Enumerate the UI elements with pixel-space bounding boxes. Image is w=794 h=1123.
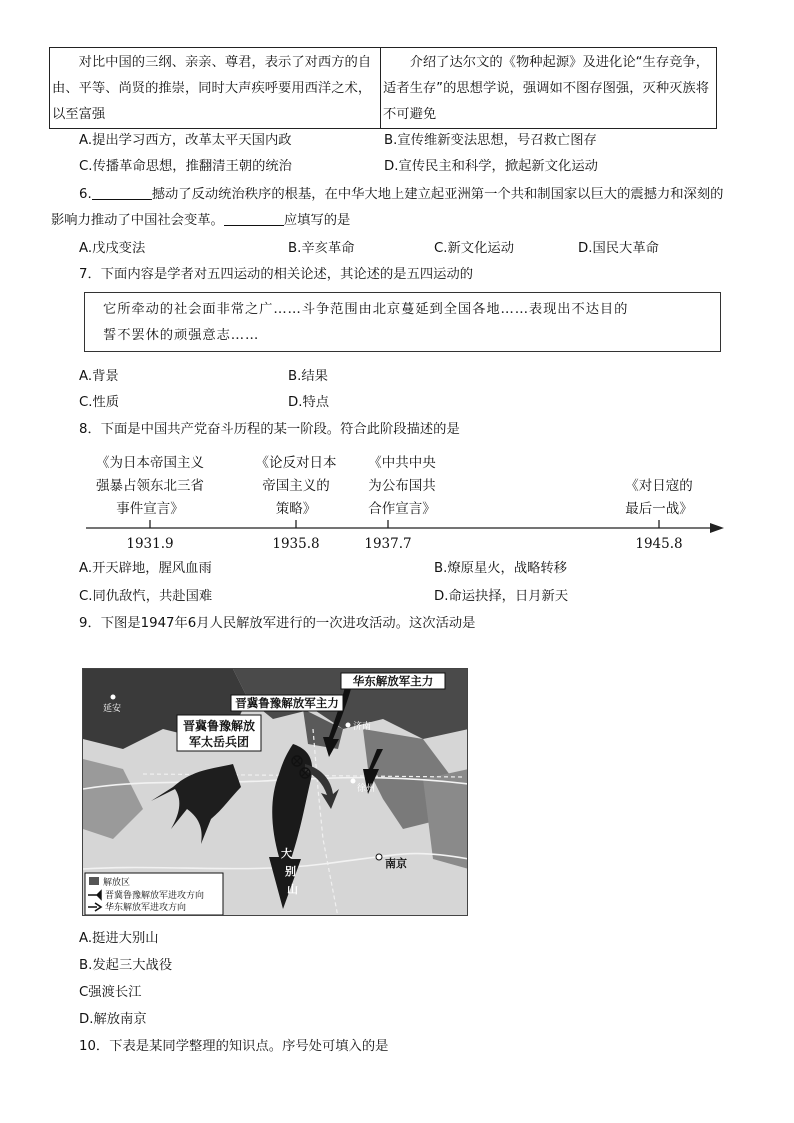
q7-option-a[interactable]: A.背景 [79,369,119,384]
timeline-event-4-line1: 《对日寇的 [625,478,693,494]
fill-blank [224,211,284,226]
timeline-event-1-line2: 强暴占领东北三省 [96,478,204,494]
q6-text: 影响力推动了中国社会变革。 [51,213,224,228]
q5-option-b[interactable]: B.宣传维新变法思想，号召救亡图存 [384,133,597,148]
q6-stem-line1 [79,185,723,205]
timeline-year: 1945.8 [635,536,683,552]
timeline-event-3-line1: 《中共中央 [368,455,436,471]
city-nanjing: 南京 [385,857,407,870]
label-dabie: 大 [281,847,292,860]
campaign-map-svg [83,669,468,916]
city-dot [351,779,356,784]
q9-option-d[interactable]: D.解放南京 [79,1012,147,1027]
q7-quote-line: 誓不罢休的顽强意志…… [103,328,260,343]
timeline-svg [82,446,730,554]
q7-option-c[interactable]: C.性质 [79,395,120,410]
q10-stem: 10．下表是某同学整理的知识点。序号处可填入的是 [79,1039,389,1054]
legend-swatch-liberated [89,877,99,885]
timeline-year: 1935.8 [272,536,320,552]
q6-text: 撼动了反动统治秩序的根基，在中华大地上建立起亚洲第一个共和制国家以巨大的震撼力和深刻的 [151,187,724,202]
q9-option-c[interactable]: C强渡长江 [79,985,142,1000]
q8-option-a[interactable]: A.开天辟地，腥风血雨 [79,561,212,576]
q8-option-b[interactable]: B.燎原星火，战略转移 [434,561,568,576]
q8-option-c[interactable]: C.同仇敌忾，共赴国难 [79,589,213,604]
question-number: 6. [79,187,92,202]
city-xuzhou: 徐州 [357,784,376,794]
label-dabie: 别 [285,865,296,878]
q6-stem-line2 [51,211,350,231]
q7-quote-box [84,292,721,352]
q5-option-c[interactable]: C.传播革命思想，推翻清王朝的统治 [79,159,292,174]
city-dot [376,854,382,860]
timeline-arrow [710,523,724,533]
q7-option-d[interactable]: D.特点 [288,395,330,410]
fill-blank [92,185,152,200]
timeline-event-3-line2: 为公布国共 [368,478,436,494]
q6-text: 应填写的是 [283,213,351,228]
campaign-map [82,668,468,916]
q9-option-a[interactable]: A.挺进大别山 [79,931,159,946]
city-dot [111,695,116,700]
label-dabie: 山 [287,883,298,896]
q6-option-d[interactable]: D.国民大革命 [578,241,659,256]
q7-quote-line: 它所牵动的社会面非常之广……斗争范围由北京蔓延到全国各地……表现出不达目的 [103,302,629,317]
timeline-year: 1931.9 [126,536,174,552]
timeline-event-2-line2: 帝国主义的 [262,478,330,494]
timeline-event-1-line1: 《为日本帝国主义 [96,455,204,471]
label-taiyue-line1: 晋冀鲁豫解放 [182,719,256,733]
timeline-event-4-line2: 最后一战》 [625,501,693,517]
legend-east: 华东解放军进攻方向 [105,903,187,913]
q6-option-c[interactable]: C.新文化运动 [434,241,514,256]
comparison-table [49,47,717,129]
q5-option-d[interactable]: D.宣传民主和科学，掀起新文化运动 [384,159,598,174]
q9-option-b[interactable]: B.发起三大战役 [79,958,173,973]
timeline-year: 1937.7 [364,536,412,552]
q7-stem: 7．下面内容是学者对五四运动的相关论述，其论述的是五四运动的 [79,267,474,282]
timeline-event-2-line1: 《论反对日本 [255,455,337,471]
q8-stem: 8．下面是中国共产党奋斗历程的某一阶段。符合此阶段描述的是 [79,422,460,437]
label-east-china-army: 华东解放军主力 [352,674,434,688]
label-taiyue-line2: 军太岳兵团 [188,735,250,749]
timeline [82,446,730,554]
legend-liberated: 解放区 [103,878,131,888]
table-cell-left: 对比中国的三纲、亲亲、尊君，表示了对西方的自由、平等、尚贤的推崇，同时大声疾呼要用西洋之术，以至富强 [50,48,381,128]
timeline-event-2-line3: 策略》 [275,501,317,517]
q6-option-b[interactable]: B.辛亥革命 [288,241,355,256]
q9-stem: 9．下图是1947年6月人民解放军进行的一次进攻活动。这次活动是 [79,616,476,631]
timeline-event-3-line3: 合作宣言》 [368,501,436,517]
legend-jjly: 晋冀鲁豫解放军进攻方向 [105,891,205,901]
q8-option-d[interactable]: D.命运抉择，日月新天 [434,589,569,604]
timeline-event-1-line3: 事件宣言》 [116,501,184,517]
q7-option-b[interactable]: B.结果 [288,369,328,384]
city-yanan: 延安 [103,704,122,714]
city-jinan: 济南 [353,722,372,732]
q5-option-a[interactable]: A.提出学习西方，改革太平天国内政 [79,133,292,148]
table-cell-right: 介绍了达尔文的《物种起源》及进化论“生存竞争，适者生存”的思想学说，强调如不图存图强，灭种灭族将不可避免 [383,55,710,122]
q6-option-a[interactable]: A.戊戌变法 [79,241,146,256]
city-dot [346,723,351,728]
label-jjly-army: 晋冀鲁豫解放军主力 [235,696,339,710]
